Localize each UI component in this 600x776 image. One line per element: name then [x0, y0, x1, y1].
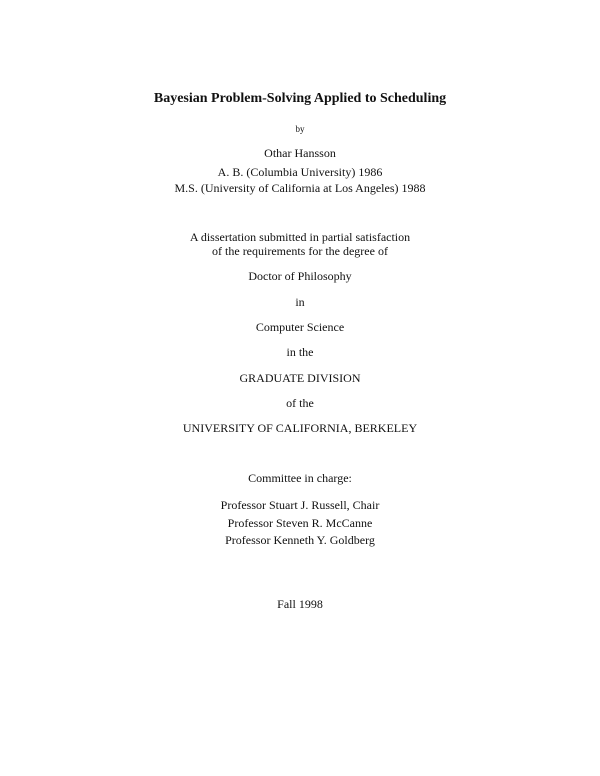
in-the-label: in the	[286, 345, 314, 359]
submission-line-1: A dissertation submitted in partial satisfaction	[189, 230, 411, 244]
division-name: GRADUATE DIVISION	[239, 371, 361, 385]
degree-name: Doctor of Philosophy	[248, 269, 352, 283]
university-name: UNIVERSITY OF CALIFORNIA, BERKELEY	[182, 421, 418, 435]
author-degree-1: A. B. (Columbia University) 1986	[217, 165, 383, 179]
dissertation-title: Bayesian Problem-Solving Applied to Scheduling	[153, 91, 447, 106]
submission-line-2: of the requirements for the degree of	[212, 244, 388, 258]
submission-date: Fall 1998	[277, 597, 323, 611]
committee-heading: Committee in charge:	[248, 471, 352, 485]
committee-member: Professor Stuart J. Russell, Chair	[220, 498, 380, 512]
author-degree-2: M.S. (University of California at Los Angeles) 1988	[174, 181, 426, 195]
author-name: Othar Hansson	[264, 146, 336, 160]
field-of-study: Computer Science	[255, 320, 345, 334]
committee-member: Professor Kenneth Y. Goldberg	[225, 533, 375, 547]
of-the-label: of the	[286, 396, 314, 410]
by-label: by	[295, 124, 305, 134]
in-label: in	[295, 295, 305, 309]
committee-member: Professor Steven R. McCanne	[227, 516, 373, 530]
